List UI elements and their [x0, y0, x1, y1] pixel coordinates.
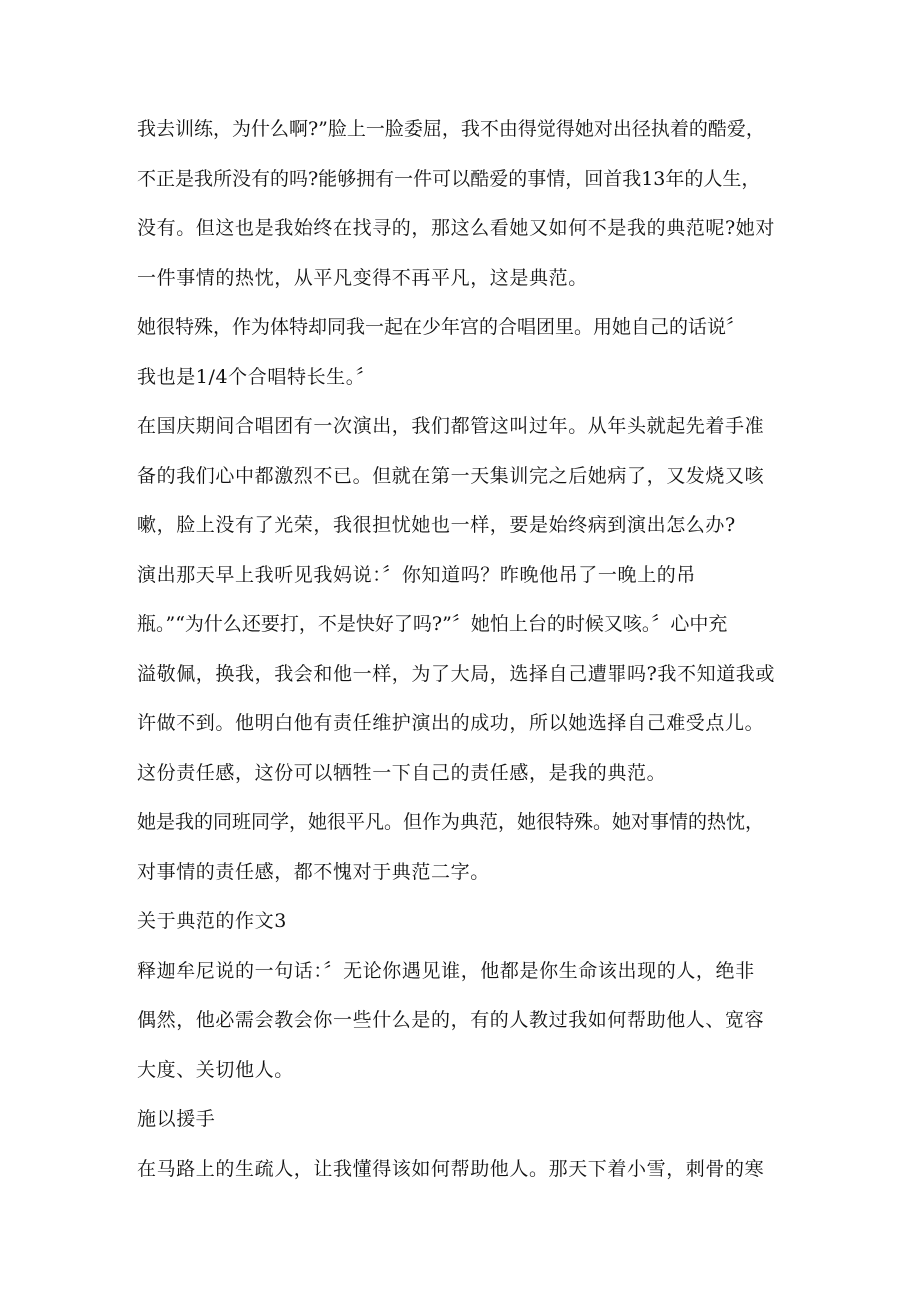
text-line: 没有。但这也是我始终在找寻的，那这么看她又如何不是我的典范呢?她对	[137, 217, 775, 239]
text-line: 不正是我所没有的吗?能够拥有一件可以酷爱的事情，回首我13年的人生，	[137, 167, 761, 190]
text-line: 在国庆期间合唱团有一次演出，我们都管这叫过年。从年头就起先着手准	[137, 415, 765, 437]
text-line: 我去训练，为什么啊?”脸上一脸委屈，我不由得觉得她对出径执着的酷爱，	[137, 118, 765, 140]
text-line: 对事情的责任感，都不愧对于典范二字。	[137, 860, 490, 883]
text-line: 我也是1/4个合唱特长生。〞	[137, 365, 376, 388]
text-line: 演出那天早上我听见我妈说：〞你知道吗？昨晚他吊了一晚上的吊	[137, 563, 696, 586]
text-line: 一件事情的热忱，从平凡变得不再平凡，这是典范。	[137, 266, 588, 289]
text-line: 在马路上的生疏人，让我懂得该如何帮助他人。那天下着小雪，刺骨的寒	[137, 1157, 765, 1180]
text-line: 嗽，脸上没有了光荣，我很担忧她也一样，要是始终病到演出怎么办?	[137, 514, 736, 536]
text-line: 这份责任感，这份可以牺牲一下自己的责任感，是我的典范。	[137, 761, 667, 784]
document-body	[137, 109, 807, 1198]
text-line: 瓶。”“为什么还要打，不是快好了吗?”〞她怕上台的时候又咳。〞心中充	[137, 613, 728, 635]
section-heading: 关于典范的作文3	[137, 910, 287, 932]
text-line: 许做不到。他明白他有责任维护演出的成功，所以她选择自己难受点儿。	[137, 712, 765, 734]
text-line: 溢敬佩，换我，我会和他一样，为了大局，选择自己遭罪吗?我不知道我或	[137, 662, 775, 685]
text-line: 偶然，他必需会教会你一些什么是的，有的人教过我如何帮助他人、宽容	[137, 1009, 765, 1031]
text-line: 释迦牟尼说的一句话：〞无论你遇见谁，他都是你生命该出现的人，绝非	[137, 959, 755, 982]
text-line: 大度、关切他人。	[137, 1058, 294, 1081]
text-line: 备的我们心中都激烈不已。但就在第一天集训完之后她病了，又发烧又咳	[137, 464, 765, 487]
subheading: 施以援手	[137, 1108, 216, 1130]
text-line: 她是我的同班同学，她很平凡。但作为典范，她很特殊。她对事情的热忱，	[137, 811, 765, 833]
text-line: 她很特殊，作为体特却同我一起在少年宫的合唱团里。用她自己的话说〞	[137, 316, 746, 338]
